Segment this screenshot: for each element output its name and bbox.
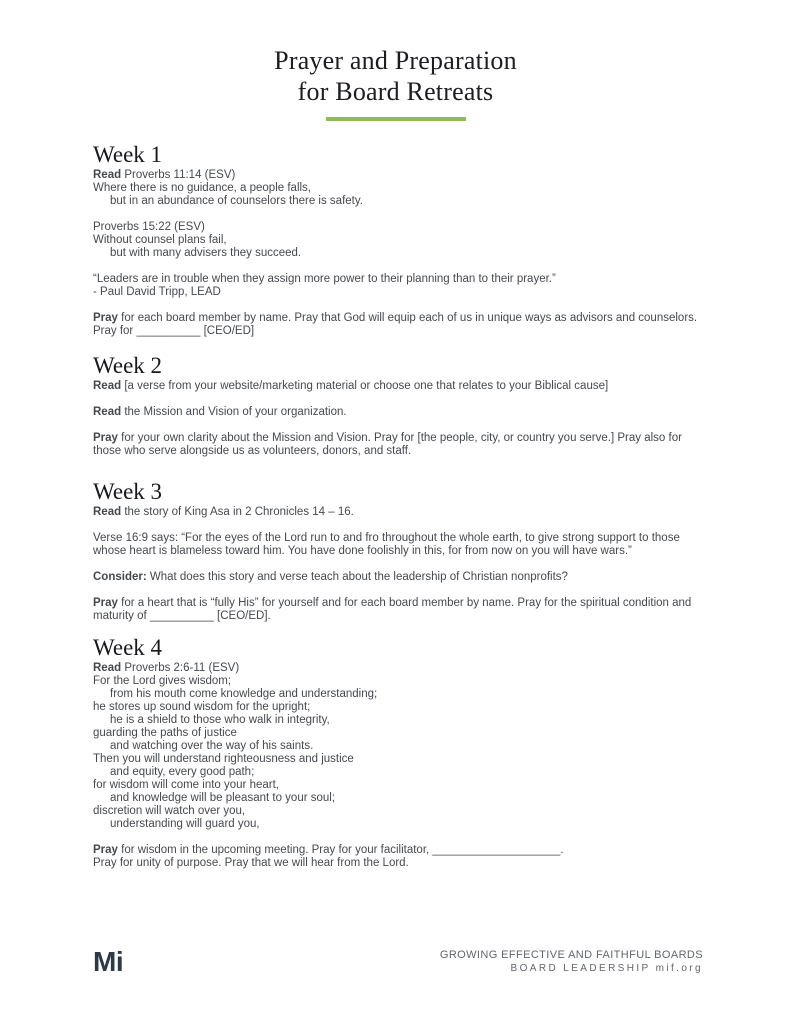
footer-tagline-line-2: BOARD LEADERSHIP mif.org (510, 963, 703, 974)
text-line (93, 701, 703, 714)
body-text: for a heart that is “fully His” for yourself and for each board member by name. Pray for the spiritual condition and maturity of __________ [CEO/ED]. (93, 597, 692, 622)
document-title (0, 45, 791, 107)
text-line (93, 779, 703, 792)
paragraph (93, 844, 703, 870)
paragraph (93, 597, 703, 623)
section-heading-week-3: Week 3 (93, 479, 163, 504)
document-sections (0, 121, 791, 870)
mif-logo: Mi (93, 946, 124, 977)
footer-tagline (440, 948, 703, 976)
text-line (93, 714, 703, 727)
body-text: - Paul David Tripp, LEAD (93, 286, 221, 298)
section-heading-week-1: Week 1 (93, 142, 163, 167)
body-text: Then you will understand righteousness and justice (93, 753, 354, 765)
text-line (93, 818, 703, 831)
body-text: the story of King Asa in 2 Chronicles 14 – 16. (124, 506, 354, 518)
paragraph (93, 662, 703, 831)
section-week-3 (93, 480, 703, 623)
body-text: Verse 16:9 says: “For the eyes of the Lord run to and fro throughout the whole earth, to give strong support to those whose heart is blameless toward him. You have done foolishly in this, for from now on you will have wars.” (93, 532, 680, 557)
body-text: and watching over the way of his saints. (110, 740, 314, 752)
text-line (93, 688, 703, 701)
text-line (93, 182, 703, 195)
bold-lead-text: Read (93, 169, 125, 181)
body-text: he stores up sound wisdom for the upright; (93, 701, 311, 713)
text-line (93, 312, 703, 338)
section-week-4 (93, 636, 703, 870)
body-text: For the Lord gives wisdom; (93, 675, 232, 687)
body-text: he is a shield to those who walk in integrity, (110, 714, 330, 726)
body-text: and knowledge will be pleasant to your soul; (110, 792, 336, 804)
text-line (93, 727, 703, 740)
text-line (93, 857, 703, 870)
paragraph (93, 432, 703, 458)
body-text: but in an abundance of counselors there is safety. (110, 195, 363, 207)
bold-lead-text: Pray (93, 597, 122, 609)
body-text: the Mission and Vision of your organization. (124, 406, 347, 418)
text-line (93, 792, 703, 805)
body-text: Without counsel plans fail, (93, 234, 227, 246)
title-line-1: Prayer and Preparation (274, 46, 517, 75)
text-line (93, 234, 703, 247)
body-text: Proverbs 2:6-11 (ESV) (124, 662, 240, 674)
text-line (93, 406, 703, 419)
body-text: discretion will watch over you, (93, 805, 246, 817)
footer-tagline-line-1: GROWING EFFECTIVE AND FAITHFUL BOARDS (439, 949, 703, 961)
paragraph (93, 221, 703, 260)
section-heading-week-2: Week 2 (93, 353, 163, 378)
body-text: but with many advisers they succeed. (110, 247, 302, 259)
text-line (93, 506, 703, 519)
bold-lead-text: Pray (93, 312, 122, 324)
title-line-2: for Board Retreats (297, 77, 494, 106)
text-line (93, 380, 703, 393)
paragraph (93, 532, 703, 558)
text-line (93, 805, 703, 818)
text-line (93, 597, 703, 623)
body-text: Where there is no guidance, a people falls, (93, 182, 311, 194)
paragraph (93, 169, 703, 208)
text-line (93, 662, 703, 675)
text-line (93, 195, 703, 208)
body-text: “Leaders are in trouble when they assign more power to their planning than to their prayer.” (93, 273, 556, 285)
body-text: [a verse from your website/marketing material or choose one that relates to your Biblical cause] (124, 380, 609, 392)
text-line (93, 221, 703, 234)
body-text: and equity, every good path; (110, 766, 255, 778)
paragraph (93, 273, 703, 299)
paragraph (93, 312, 703, 338)
paragraph (93, 506, 703, 519)
text-line (93, 247, 703, 260)
section-week-1 (93, 143, 703, 338)
body-text: for your own clarity about the Mission and Vision. Pray for [the people, city, or country you serve.] Pray also for those who serve alongside us as volunteers, donors, and staff. (93, 432, 682, 457)
text-line (93, 532, 703, 558)
bold-lead-text: Read (93, 380, 125, 392)
bold-lead-text: Pray (93, 844, 122, 856)
text-line (93, 675, 703, 688)
paragraph (93, 571, 703, 584)
body-text: Proverbs 11:14 (ESV) (124, 169, 236, 181)
text-line (93, 571, 703, 584)
body-text: What does this story and verse teach about the leadership of Christian nonprofits? (149, 571, 568, 583)
bold-lead-text: Read (93, 506, 125, 518)
text-line (93, 286, 703, 299)
body-text: Pray for unity of purpose. Pray that we will hear from the Lord. (93, 857, 409, 869)
document-footer (93, 948, 703, 976)
body-text: understanding will guard you, (110, 818, 260, 830)
bold-lead-text: Read (93, 662, 125, 674)
paragraph (93, 380, 703, 393)
body-text: Proverbs 15:22 (ESV) (93, 221, 205, 233)
document-header (0, 0, 791, 121)
section-week-2 (93, 354, 703, 458)
paragraph (93, 406, 703, 419)
text-line (93, 753, 703, 766)
body-text: guarding the paths of justice (93, 727, 237, 739)
text-line (93, 766, 703, 779)
text-line (93, 169, 703, 182)
body-text: for wisdom in the upcoming meeting. Pray for your facilitator, ____________________. (121, 844, 564, 856)
body-text: for each board member by name. Pray that God will equip each of us in unique ways as advisors and counselors. Pray for __________ [CEO/ED] (93, 312, 698, 337)
section-heading-week-4: Week 4 (93, 635, 163, 660)
body-text: from his mouth come knowledge and understanding; (110, 688, 378, 700)
bold-lead-text: Consider: (93, 571, 150, 583)
text-line (93, 740, 703, 753)
text-line (93, 273, 703, 286)
bold-lead-text: Read (93, 406, 125, 418)
body-text: for wisdom will come into your heart, (93, 779, 279, 791)
text-line (93, 844, 703, 857)
bold-lead-text: Pray (93, 432, 122, 444)
text-line (93, 432, 703, 458)
